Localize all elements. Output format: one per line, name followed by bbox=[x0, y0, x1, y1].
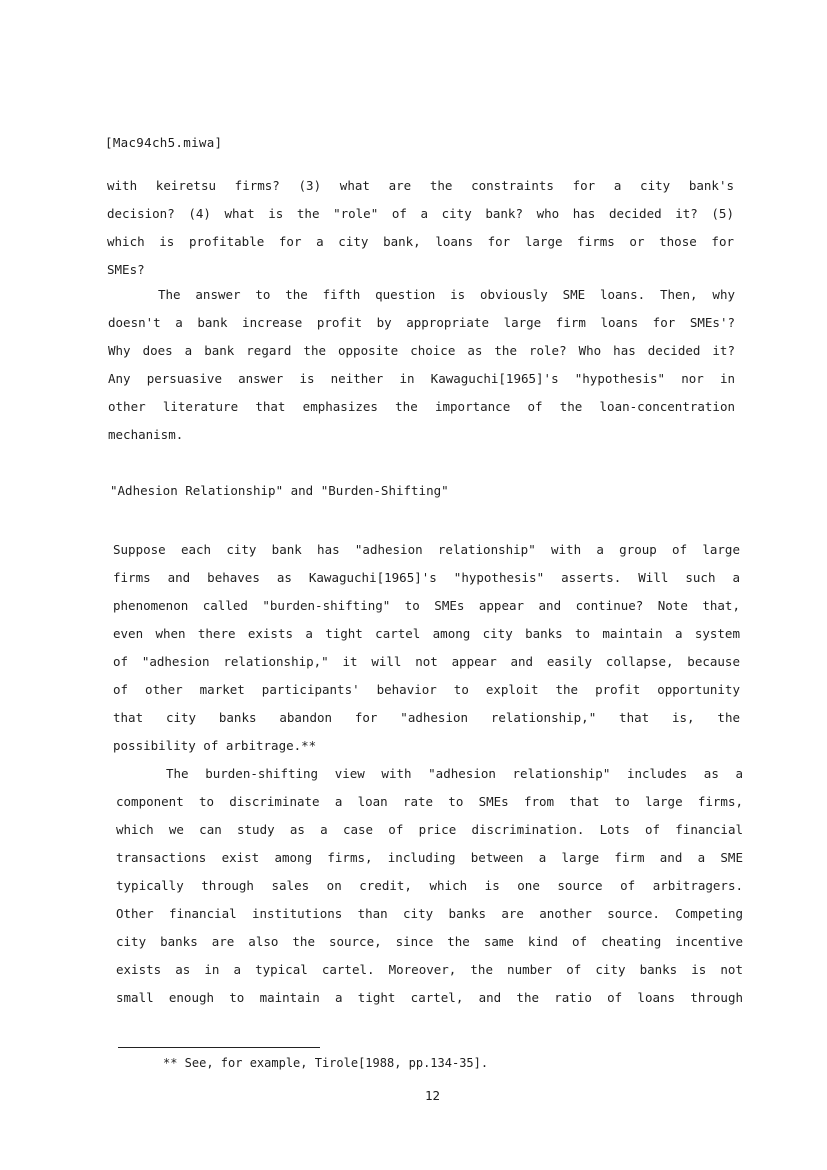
text-line: small enough to maintain a tight cartel, and the ratio of loans through bbox=[116, 990, 743, 1005]
text-line: typically through sales on credit, which is one source of arbitragers. bbox=[116, 878, 743, 893]
text-line: phenomenon called "burden-shifting" to SMEs appear and continue? Note that, bbox=[113, 598, 740, 613]
text-line: Any persuasive answer is neither in Kawaguchi[1965]'s "hypothesis" nor in bbox=[108, 371, 735, 386]
text-line: city banks are also the source, since the same kind of cheating incentive bbox=[116, 934, 743, 949]
page-number: 12 bbox=[425, 1088, 441, 1103]
text-line: doesn't a bank increase profit by appropriate large firm loans for SMEs'? bbox=[108, 315, 735, 330]
text-line: transactions exist among firms, including between a large firm and a SME bbox=[116, 850, 743, 865]
text-line: Why does a bank regard the opposite choice as the role? Who has decided it? bbox=[108, 343, 735, 358]
text-line: of "adhesion relationship," it will not appear and easily collapse, because bbox=[113, 654, 740, 669]
text-line: even when there exists a tight cartel among city banks to maintain a system bbox=[113, 626, 740, 641]
text-line: mechanism. bbox=[108, 427, 184, 442]
text-line: other literature that emphasizes the importance of the loan-concentration bbox=[108, 399, 735, 414]
text-line: Other financial institutions than city banks are another source. Competing bbox=[116, 906, 743, 921]
text-line: Suppose each city bank has "adhesion relationship" with a group of large bbox=[113, 542, 740, 557]
paragraph-4 bbox=[116, 760, 743, 1012]
text-line: SMEs? bbox=[107, 262, 145, 277]
text-line: which we can study as a case of price discrimination. Lots of financial bbox=[116, 822, 743, 837]
text-line: possibility of arbitrage.** bbox=[113, 738, 317, 753]
paragraph-2 bbox=[108, 281, 735, 449]
paragraph-3 bbox=[113, 536, 740, 760]
text-line: that city banks abandon for "adhesion relationship," that is, the bbox=[113, 710, 740, 725]
footnote-divider bbox=[118, 1047, 320, 1048]
text-line: which is profitable for a city bank, loans for large firms or those for bbox=[107, 234, 734, 249]
text-line: exists as in a typical cartel. Moreover, the number of city banks is not bbox=[116, 962, 743, 977]
footnote: ** See, for example, Tirole[1988, pp.134-35]. bbox=[163, 1056, 489, 1070]
text-line: of other market participants' behavior to exploit the profit opportunity bbox=[113, 682, 740, 697]
text-line: The answer to the fifth question is obviously SME loans. Then, why bbox=[158, 287, 735, 302]
text-line: component to discriminate a loan rate to SMEs from that to large firms, bbox=[116, 794, 743, 809]
paragraph-1 bbox=[107, 172, 734, 284]
section-heading: "Adhesion Relationship" and "Burden-Shifting" bbox=[110, 483, 449, 498]
text-line: The burden-shifting view with "adhesion relationship" includes as a bbox=[166, 766, 743, 781]
text-line: firms and behaves as Kawaguchi[1965]'s "hypothesis" asserts. Will such a bbox=[113, 570, 740, 585]
file-identifier: [Mac94ch5.miwa] bbox=[105, 135, 223, 150]
text-line: with keiretsu firms? (3) what are the constraints for a city bank's bbox=[107, 178, 734, 193]
text-line: decision? (4) what is the "role" of a city bank? who has decided it? (5) bbox=[107, 206, 734, 221]
